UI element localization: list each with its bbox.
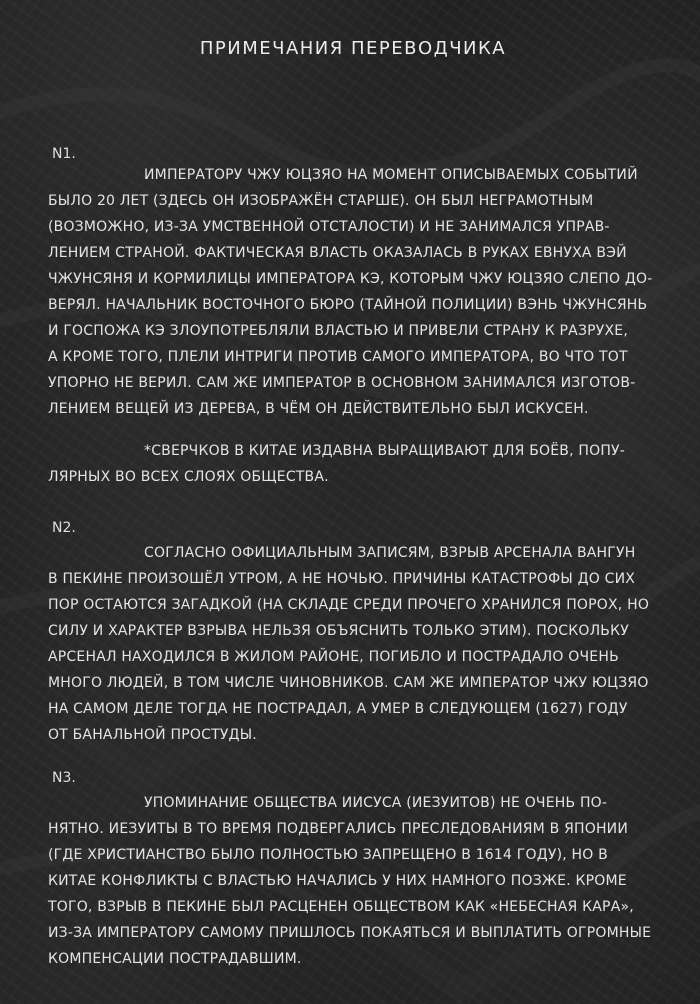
text-line: И ГОСПОЖА КЭ ЗЛОУПОТРЕБЛЯЛИ ВЛАСТЬЮ И ПРИВЕЛИ СТРАНУ К РАЗРУХЕ, xyxy=(48,323,628,339)
text-line: КИТАЕ КОНФЛИКТЫ С ВЛАСТЬЮ НАЧАЛИСЬ У НИХ НАМНОГО ПОЗЖЕ. КРОМЕ xyxy=(48,873,627,889)
text-line: АРСЕНАЛ НАХОДИЛСЯ В ЖИЛОМ РАЙОНЕ, ПОГИБЛО И ПОСТРАДАЛО ОЧЕНЬ xyxy=(48,649,619,665)
text-line: ЛЕНИЕМ СТРАНОЙ. ФАКТИЧЕСКАЯ ВЛАСТЬ ОКАЗАЛАСЬ В РУКАХ ЕВНУХА ВЭЙ xyxy=(48,245,627,261)
note-n1-paragraph-1 xyxy=(48,162,658,422)
text-line: НА САМОМ ДЕЛЕ ТОГДА НЕ ПОСТРАДАЛ, А УМЕР В СЛЕДУЮЩЕМ (1627) ГОДУ xyxy=(48,701,628,717)
text-line: ВЕРЯЛ. НАЧАЛЬНИК ВОСТОЧНОГО БЮРО (ТАЙНОЙ ПОЛИЦИИ) ВЭНЬ ЧЖУНСЯНЬ xyxy=(48,297,648,313)
note-label-n3: N3. xyxy=(52,770,76,786)
text-line: МНОГО ЛЮДЕЙ, В ТОМ ЧИСЛЕ ЧИНОВНИКОВ. САМ ЖЕ ИМПЕРАТОР ЧЖУ ЮЦЗЯО xyxy=(48,675,649,691)
text-line: (ГДЕ ХРИСТИАНСТВО БЫЛО ПОЛНОСТЬЮ ЗАПРЕЩЕНО В 1614 ГОДУ), НО В xyxy=(48,847,608,863)
text-line: *СВЕРЧКОВ В КИТАЕ ИЗДАВНА ВЫРАЩИВАЮТ ДЛЯ БОЁВ, ПОПУ- xyxy=(144,443,626,459)
text-line: ЛЯРНЫХ ВО ВСЕХ СЛОЯХ ОБЩЕСТВА. xyxy=(48,469,329,485)
note-n1-paragraph-2 xyxy=(48,438,658,490)
text-line: НЯТНО. ИЕЗУИТЫ В ТО ВРЕМЯ ПОДВЕРГАЛИСЬ ПРЕСЛЕДОВАНИЯМ В ЯПОНИИ xyxy=(48,821,629,837)
text-line: ИМПЕРАТОРУ ЧЖУ ЮЦЗЯО НА МОМЕНТ ОПИСЫВАЕМЫХ СОБЫТИЙ xyxy=(144,167,638,183)
text-line: А КРОМЕ ТОГО, ПЛЕЛИ ИНТРИГИ ПРОТИВ САМОГО ИМПЕРАТОРА, ВО ЧТО ТОТ xyxy=(48,349,628,365)
text-line: УПОМИНАНИЕ ОБЩЕСТВА ИИСУСА (ИЕЗУИТОВ) НЕ ОЧЕНЬ ПО- xyxy=(144,795,608,811)
text-line: ИЗ-ЗА ИМПЕРАТОРУ САМОМУ ПРИШЛОСЬ ПОКАЯТЬСЯ И ВЫПЛАТИТЬ ОГРОМНЫЕ xyxy=(48,925,652,941)
text-line: СИЛУ И ХАРАКТЕР ВЗРЫВА НЕЛЬЗЯ ОБЪЯСНИТЬ ТОЛЬКО ЭТИМ). ПОСКОЛЬКУ xyxy=(48,623,629,639)
note-n3-paragraph-1 xyxy=(48,790,658,972)
text-line: ЛЕНИЕМ ВЕЩЕЙ ИЗ ДЕРЕВА, В ЧЁМ ОН ДЕЙСТВИТЕЛЬНО БЫЛ ИСКУСЕН. xyxy=(48,401,589,417)
text-line: В ПЕКИНЕ ПРОИЗОШЁЛ УТРОМ, А НЕ НОЧЬЮ. ПРИЧИНЫ КАТАСТРОФЫ ДО СИХ xyxy=(48,571,636,587)
text-line: УПОРНО НЕ ВЕРИЛ. САМ ЖЕ ИМПЕРАТОР В ОСНОВНОМ ЗАНИМАЛСЯ ИЗГОТОВ- xyxy=(48,375,636,391)
note-n2-paragraph-1 xyxy=(48,540,658,748)
text-line: КОМПЕНСАЦИИ ПОСТРАДАВШИМ. xyxy=(48,951,302,967)
text-line: ТОГО, ВЗРЫВ В ПЕКИНЕ БЫЛ РАСЦЕНЕН ОБЩЕСТВОМ КАК «НЕБЕСНАЯ КАРА», xyxy=(48,899,634,915)
text-line: ОТ БАНАЛЬНОЙ ПРОСТУДЫ. xyxy=(48,727,257,743)
note-label-n1: N1. xyxy=(52,146,76,162)
note-label-n2: N2. xyxy=(52,520,76,536)
page-title: ПРИМЕЧАНИЯ ПЕРЕВОДЧИКА xyxy=(199,38,507,59)
text-line: ЧЖУНСЯНЯ И КОРМИЛИЦЫ ИМПЕРАТОРА КЭ, КОТОРЫМ ЧЖУ ЮЦЗЯО СЛЕПО ДО- xyxy=(48,271,653,287)
text-line: (ВОЗМОЖНО, ИЗ-ЗА УМСТВЕННОЙ ОТСТАЛОСТИ) И НЕ ЗАНИМАЛСЯ УПРАВ- xyxy=(48,219,610,235)
text-line: СОГЛАСНО ОФИЦИАЛЬНЫМ ЗАПИСЯМ, ВЗРЫВ АРСЕНАЛА ВАНГУН xyxy=(144,545,636,561)
text-line: БЫЛО 20 ЛЕТ (ЗДЕСЬ ОН ИЗОБРАЖЁН СТАРШЕ). ОН БЫЛ НЕГРАМОТНЫМ xyxy=(48,193,594,209)
text-line: ПОР ОСТАЮТСЯ ЗАГАДКОЙ (НА СКЛАДЕ СРЕДИ ПРОЧЕГО ХРАНИЛСЯ ПОРОХ, НО xyxy=(48,597,650,613)
